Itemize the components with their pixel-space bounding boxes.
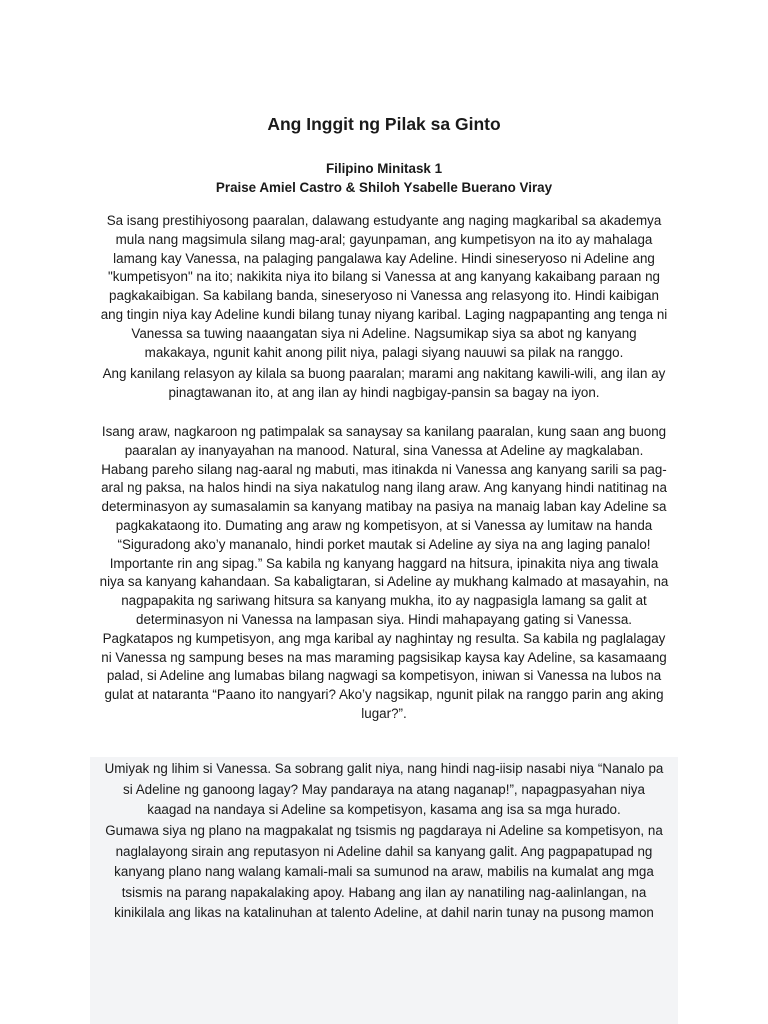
paragraph-5: Gumawa siya ng plano na magpakalat ng tsismis ng pagdaraya ni Adeline sa kompetisyon, na naglalayong sirain ang reputasyon ni Adeline dahil sa kanyang galit. Ang pagpapatupad ng kanyang plano nang walang kamali-mali sa sumunod na araw, mabilis na kumalat ang mga tsismis na parang napakalaking apoy. Habang ang ilan ay nanatiling nag-aalinlangan, na kinikilala ang likas na katalinuhan at talento Adeline, at dahil narin tunay na pusong mamon xyxy=(105,823,663,920)
document-title: Ang Inggit ng Pilak sa Ginto xyxy=(267,114,501,134)
paragraph-2: Ang kanilang relasyon ay kilala sa buong paaralan; marami ang nakitang kawili-wili, ang ilan ay pinagtawanan ito, at ang ilan ay hindi nagbigay-pansin sa bagay na iyon. xyxy=(102,366,666,400)
document-subtitle-course: Filipino Minitask 1 xyxy=(325,161,443,176)
paragraph-1: Sa isang prestihiyosong paaralan, dalawang estudyante ang naging magkaribal sa akademya mula nang magsimula silang mag-aral; gayunpaman, ang kumpetisyon na ito ay mahalaga lamang kay Vanessa, na palaging pangalawa kay Adeline. Hindi sineseryoso ni Adeline ang "kumpetisyon" na ito; nakikita niya ito bilang si Vanessa at ang kanyang kakaibang paraan ng pagkakaibigan. Sa kabilang banda, sineseryoso ni Vanessa ang relasyong ito. Hindi kaibigan ang tingin niya kay Adeline kundi bilang tunay niyang karibal. Laging nagpapanting ang tenga ni Vanessa sa tuwing naaangatan siya ni Adeline. Nagsumikap siya sa abot ng kanyang makakaya, ngunit kahit anong pilit niya, palagi siyang nauuwi sa pilak na ranggo. xyxy=(100,213,668,360)
paragraph-4: Umiyak ng lihim si Vanessa. Sa sobrang galit niya, nang hindi nag-iisip nasabi niya “Nanalo pa si Adeline ng ganoong lagay? May pandaraya na atang naganap!”, napagpasyahan niya kaagad na nandaya si Adeline sa kompetisyon, kasama ang isa sa mga hurado. xyxy=(104,761,664,817)
paragraph-3: Isang araw, nagkaroon ng patimpalak sa sanaysay sa kanilang paaralan, kung saan ang buong paaralan ay inanyayahan na manood. Natural, sina Vanessa at Adeline ay magkalaban. Habang pareho silang nag-aaral ng mabuti, mas itinakda ni Vanessa ang kanyang sarili sa pag- aral ng paksa, na halos hindi na siya nakatulog nang ilang araw. Ang kanyang hindi natitinag na determinasyon ay sumasalamin sa kanyang matibay na pasiya na manaig laban kay Adeline sa pagkakataong ito. Dumating ang araw ng kompetisyon, at si Vanessa ay lumitaw na handa “Siguradong ako’y mananalo, hindi porket mautak si Adeline ay siya na ang laging panalo! Importante rin ang sipag.” Sa kabila ng kanyang haggard na hitsura, ipinakita niya ang tiwala niya sa kanyang kahandaan. Sa kabaligtaran, si Adeline ay mukhang kalmado at masayahin, na nagpapakita ng sariwang hitsura sa kanyang mukha, ito ay nagpasigla lamang sa galit at determinasyon ni Vanessa na lampasan siya. Hindi mahapayang gating si Vanessa. Pagkatapos ng kumpetisyon, ang mga karibal ay naghintay ng resulta. Sa kabila ng paglalagay ni Vanessa ng sampung beses na mas maraming pagsisikap kaysa kay Adeline, sa kasamaang palad, si Adeline ang lumabas bilang nagwagi sa kompetisyon, iniwan si Vanessa na lubos na gulat at nataranta “Paano ito nangyari? Ako’y nagsikap, ngunit pilak na ranggo parin ang aking lugar?”. xyxy=(99,424,669,721)
document-subtitle-authors: Praise Amiel Castro & Shiloh Ysabelle Buerano Viray xyxy=(215,180,553,195)
